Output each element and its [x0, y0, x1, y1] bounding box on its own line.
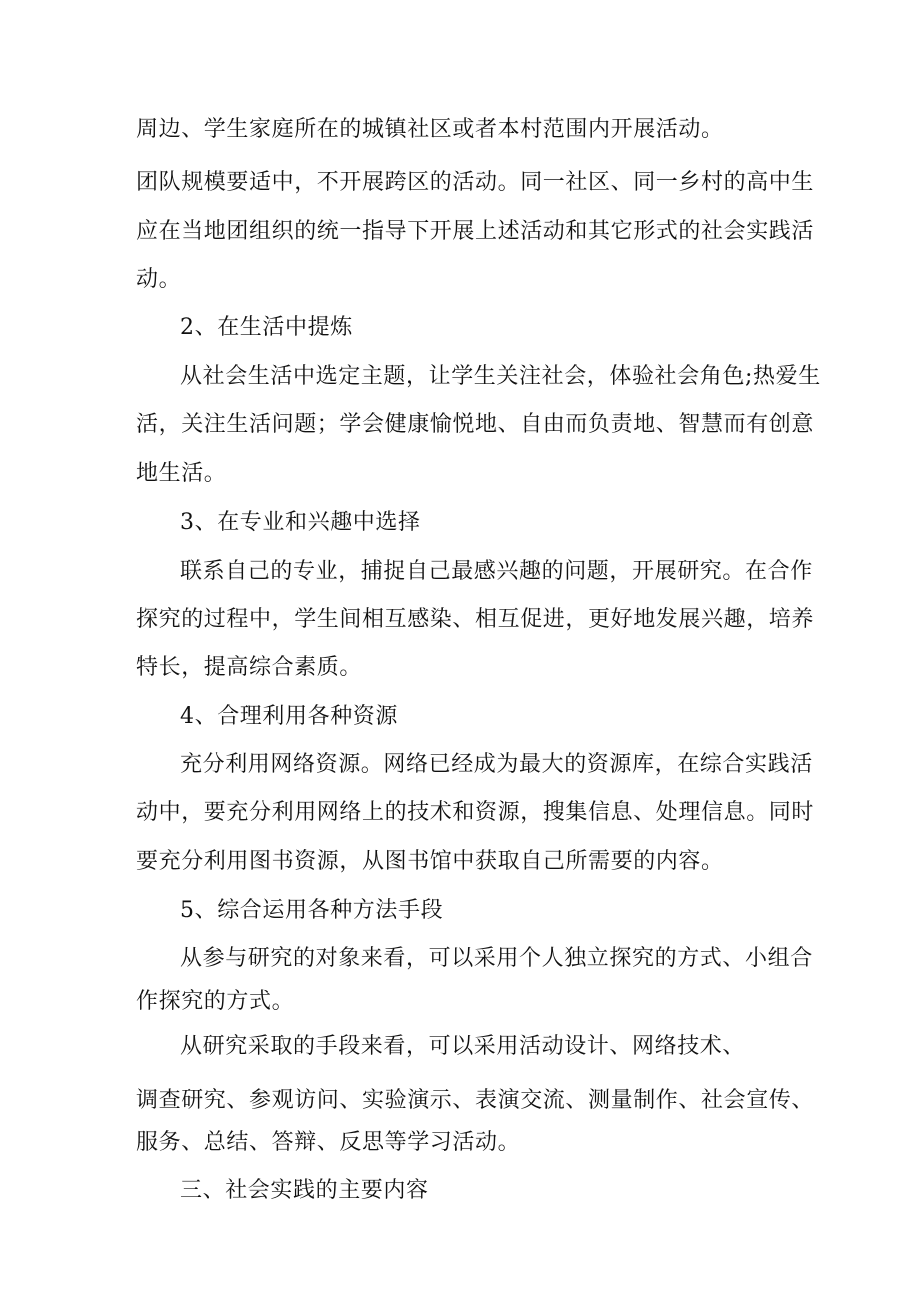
- text-line: 充分利用网络资源。网络已经成为最大的资源库，在综合实践活: [180, 752, 813, 777]
- text-line: 要充分利用图书资源，从图书馆中获取自己所需要的内容。: [136, 849, 724, 874]
- text-line: 活，关注生活问题；学会健康愉悦地、自由而负责地、智慧而有创意: [136, 412, 815, 437]
- text-line: 团队规模要适中，不开展跨区的活动。同一社区、同一乡村的高中生: [136, 170, 815, 195]
- text-line: 地生活。: [136, 461, 227, 486]
- text-line: 探究的过程中，学生间相互感染、相互促进，更好地发展兴趣，培养: [136, 607, 815, 632]
- section-heading: 2、在生活中提炼: [180, 315, 353, 340]
- text-line: 从研究采取的手段来看，可以采用活动设计、网络技术、: [180, 1034, 746, 1059]
- text-line: 应在当地团组织的统一指导下开展上述活动和其它形式的社会实践活: [136, 219, 815, 244]
- text-line: 调查研究、参观访问、实验演示、表演交流、测量制作、社会宣传、: [136, 1088, 815, 1113]
- section-heading: 4、合理利用各种资源: [180, 704, 398, 729]
- text-line: 特长，提高综合素质。: [136, 655, 363, 680]
- section-heading: 三、社会实践的主要内容: [180, 1178, 429, 1203]
- text-line: 从社会生活中选定主题，让学生关注社会，体验社会角色;热爱生: [180, 364, 821, 389]
- text-line: 动中，要充分利用网络上的技术和资源，搜集信息、处理信息。同时: [136, 800, 815, 825]
- text-line: 周边、学生家庭所在的城镇社区或者本村范围内开展活动。: [136, 117, 724, 142]
- text-line: 作探究的方式。: [136, 989, 295, 1014]
- section-heading: 3、在专业和兴趣中选择: [180, 510, 421, 535]
- section-heading: 5、综合运用各种方法手段: [180, 898, 444, 923]
- text-line: 服务、总结、答辩、反思等学习活动。: [136, 1130, 521, 1155]
- text-line: 联系自己的专业，捕捉自己最感兴趣的问题，开展研究。在合作: [180, 559, 813, 584]
- text-line: 从参与研究的对象来看，可以采用个人独立探究的方式、小组合: [180, 946, 813, 971]
- text-line: 动。: [136, 267, 182, 292]
